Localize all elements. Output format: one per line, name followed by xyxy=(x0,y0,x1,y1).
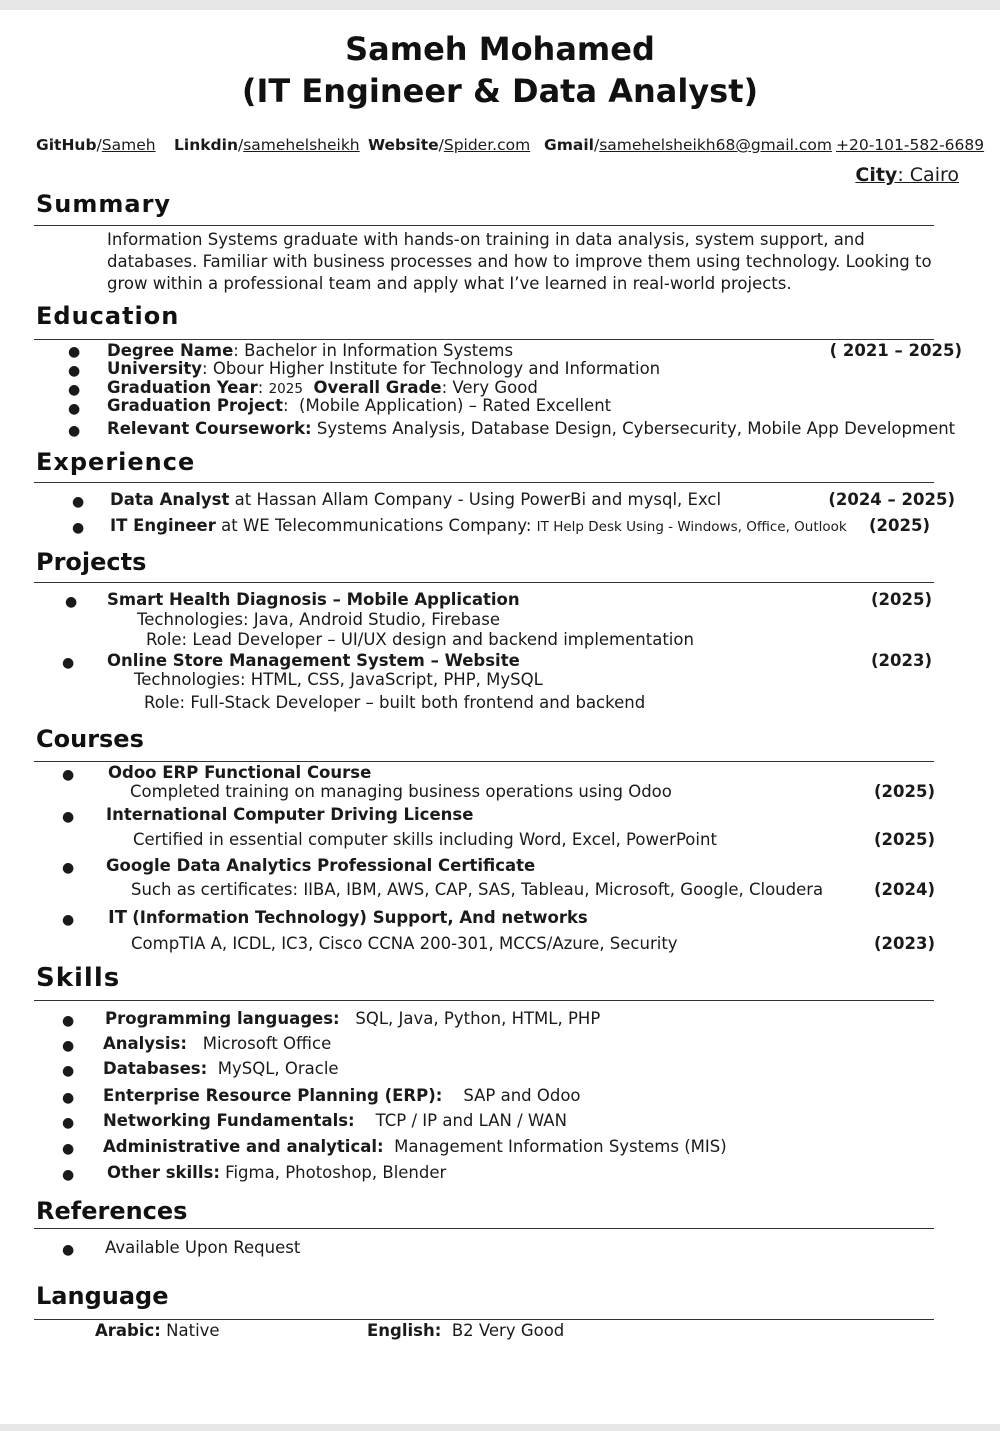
project-title: Smart Health Diagnosis – Mobile Application xyxy=(107,590,520,609)
bullet: ● xyxy=(68,401,81,417)
projects-divider xyxy=(34,582,934,583)
references-divider xyxy=(34,1228,934,1229)
education-heading: Education xyxy=(36,302,180,330)
skills-heading: Skills xyxy=(36,963,121,993)
website-contact[interactable]: Website/Spider.com xyxy=(368,136,531,154)
experience-item: IT Engineer at WE Telecommunications Company: IT Help Desk Using - Windows, Office, Outlook xyxy=(110,516,847,535)
bullet: ● xyxy=(62,809,75,825)
course-year: (2025) xyxy=(873,782,935,801)
education-divider xyxy=(34,339,934,340)
project-tech: Technologies: HTML, CSS, JavaScript, PHP, MySQL xyxy=(134,670,543,689)
project-role: Role: Full-Stack Developer – built both frontend and backend xyxy=(144,693,646,712)
skill-item: Networking Fundamentals: TCP / IP and LAN / WAN xyxy=(103,1111,567,1130)
course-year: (2023) xyxy=(873,934,935,953)
project-tech: Technologies: Java, Android Studio, Firebase xyxy=(137,610,500,629)
experience-years: (2025) xyxy=(868,516,930,535)
projects-heading: Projects xyxy=(36,548,147,576)
bullet: ● xyxy=(62,767,75,783)
bullet: ● xyxy=(68,423,81,439)
course-year: (2025) xyxy=(873,830,935,849)
project-role: Role: Lead Developer – UI/UX design and backend implementation xyxy=(146,630,694,649)
education-years: ( 2021 – 2025) xyxy=(829,341,962,360)
website-link: Spider.com xyxy=(443,136,531,154)
bullet: ● xyxy=(62,860,75,876)
bullet: ● xyxy=(62,1013,75,1029)
language-heading: Language xyxy=(36,1282,169,1310)
linkedin-contact[interactable]: Linkdin/samehelsheikh xyxy=(174,136,360,154)
city: City: Cairo xyxy=(855,164,959,186)
candidate-title: (IT Engineer & Data Analyst) xyxy=(241,72,759,110)
gmail-contact[interactable]: Gmail/samehelsheikh68@gmail.com xyxy=(544,136,832,154)
language-english: English: B2 Very Good xyxy=(367,1321,565,1340)
bullet: ● xyxy=(65,594,78,610)
references-item: Available Upon Request xyxy=(105,1238,301,1257)
github-link: Sameh xyxy=(101,136,156,154)
bullet: ● xyxy=(72,494,85,510)
bullet: ● xyxy=(68,382,81,398)
bullet: ● xyxy=(62,655,75,671)
bullet: ● xyxy=(62,912,75,928)
course-desc: Such as certificates: IIBA, IBM, AWS, CAP, SAS, Tableau, Microsoft, Google, Cloudera xyxy=(131,880,824,899)
gmail-link: samehelsheikh68@gmail.com xyxy=(599,136,832,154)
bullet: ● xyxy=(62,1090,75,1106)
course-title: Google Data Analytics Professional Certificate xyxy=(106,856,536,875)
bullet: ● xyxy=(62,1141,75,1157)
skill-item: Administrative and analytical: Management Information Systems (MIS) xyxy=(103,1137,727,1156)
language-divider xyxy=(34,1319,934,1320)
phone-number[interactable]: +20-101-582-6689 xyxy=(836,136,985,154)
course-desc: Certified in essential computer skills including Word, Excel, PowerPoint xyxy=(133,830,717,849)
course-desc: Completed training on managing business operations using Odoo xyxy=(130,782,672,801)
skill-item: Enterprise Resource Planning (ERP): SAP and Odoo xyxy=(103,1086,581,1105)
bullet: ● xyxy=(62,1115,75,1131)
project-title: Online Store Management System – Website xyxy=(107,651,520,670)
resume-page xyxy=(0,10,1000,1424)
bullet: ● xyxy=(72,520,85,536)
references-heading: References xyxy=(36,1197,188,1225)
skill-item: Programming languages: SQL, Java, Python, HTML, PHP xyxy=(105,1009,601,1028)
bullet: ● xyxy=(68,344,81,360)
experience-item: Data Analyst at Hassan Allam Company - Using PowerBi and mysql, Excl xyxy=(110,490,722,509)
bullet: ● xyxy=(62,1242,75,1258)
course-title: Odoo ERP Functional Course xyxy=(108,763,372,782)
skill-item: Other skills: Figma, Photoshop, Blender xyxy=(107,1163,447,1182)
summary-heading: Summary xyxy=(36,190,172,218)
bullet: ● xyxy=(62,1038,75,1054)
experience-heading: Experience xyxy=(36,448,196,476)
education-project: Graduation Project: (Mobile Application) – Rated Excellent xyxy=(107,396,612,415)
course-title: IT (Information Technology) Support, And networks xyxy=(108,907,588,928)
skill-item: Databases: MySQL, Oracle xyxy=(103,1059,339,1078)
project-year: (2025) xyxy=(870,590,932,609)
language-arabic: Arabic: Native xyxy=(95,1321,220,1340)
courses-heading: Courses xyxy=(36,725,144,753)
project-year: (2023) xyxy=(870,651,932,670)
course-title: International Computer Driving License xyxy=(106,805,474,824)
courses-divider xyxy=(34,761,934,762)
skills-divider xyxy=(34,1000,934,1001)
linkedin-link: samehelsheikh xyxy=(243,136,360,154)
course-desc: CompTIA A, ICDL, IC3, Cisco CCNA 200-301, MCCS/Azure, Security xyxy=(131,934,678,953)
bullet: ● xyxy=(68,363,81,379)
skill-item: Analysis: Microsoft Office xyxy=(103,1034,332,1053)
bullet: ● xyxy=(62,1167,75,1183)
github-contact[interactable]: GitHub/Sameh xyxy=(36,136,156,154)
education-coursework: Relevant Coursework: Systems Analysis, Database Design, Cybersecurity, Mobile App Development xyxy=(107,419,956,438)
bullet: ● xyxy=(62,1063,75,1079)
summary-text: Information Systems graduate with hands-on training in data analysis, system support, and databases. Familiar with business processes and how to improve them using technology. Looking to grow within a professional team and apply what I’ve learned in real-world projects. xyxy=(107,230,932,293)
contact-line xyxy=(36,136,991,158)
candidate-name: Sameh Mohamed xyxy=(345,30,655,68)
experience-years: (2024 – 2025) xyxy=(828,490,955,509)
education-degree: Degree Name: Bachelor in Information Systems xyxy=(107,341,514,360)
course-year: (2024) xyxy=(873,880,935,899)
education-university: University: Obour Higher Institute for Technology and Information xyxy=(107,359,661,378)
education-graduation: Graduation Year: 2025 Overall Grade: Very Good xyxy=(107,378,538,397)
experience-divider xyxy=(34,482,934,483)
summary-divider xyxy=(34,225,934,226)
